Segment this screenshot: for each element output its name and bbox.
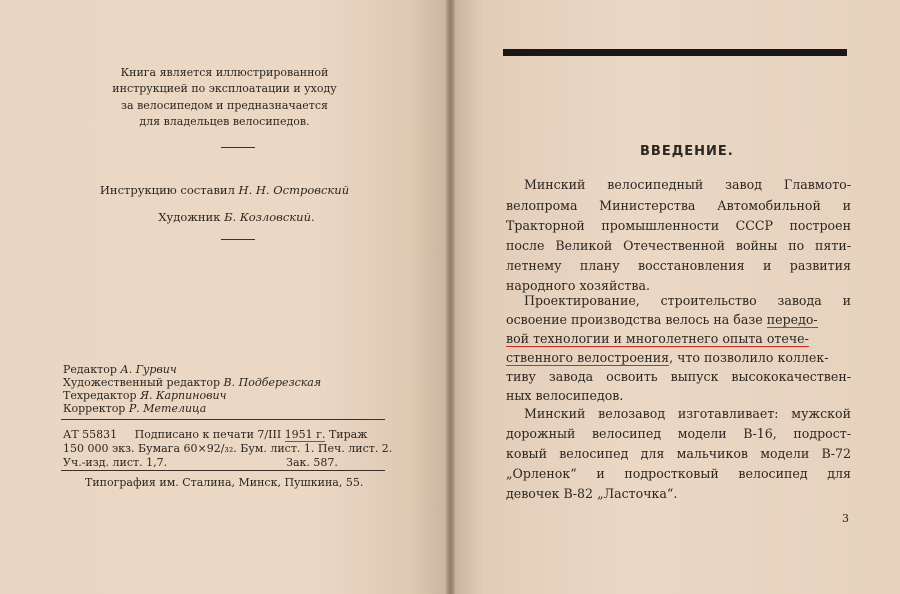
paragraph-line: ковый велосипед для мальчиков модели В-72 (506, 446, 851, 461)
underlined-text: ственного велостроения (506, 350, 670, 365)
paragraph-line (506, 331, 851, 346)
paragraph-line: народного хозяйства. (506, 278, 650, 293)
paragraph-line: ных велосипедов. (506, 388, 624, 403)
imprint-order: Зак. 587. (286, 456, 338, 469)
printer-line: Типография им. Сталина, Минск, Пушкина, 55. (85, 476, 364, 489)
paragraph-line (506, 312, 851, 327)
staff-line (63, 403, 206, 415)
paragraph-line: Проектирование, строительство завода и (524, 293, 851, 308)
intro-line: за велосипедом и предназначается (121, 99, 328, 112)
staff-name: В. Подберезская (223, 376, 322, 389)
artist-label: Художник (158, 210, 221, 224)
paragraph-line (506, 350, 851, 365)
paragraph-line: после Великой Отечественной войны по пяти- (506, 238, 851, 253)
paragraph-line: „Орленок“ и подростковый велосипед для (506, 466, 851, 481)
imprint-signed: Подписано к печати 7/III (134, 428, 282, 441)
imprint-rule (61, 419, 385, 420)
header-rule (503, 49, 847, 56)
staff-name: Я. Карпинович (140, 389, 227, 402)
paragraph-line: тиву завода освоить выпуск высококачествен- (506, 369, 851, 384)
staff-line (63, 390, 226, 402)
staff-name: Р. Метелица (128, 402, 207, 415)
staff-line (63, 364, 177, 376)
paragraph-line: Минский велозавод изготавливает: мужской (524, 406, 851, 421)
underlined-text: вой технологии и многолетнего опыта отече- (506, 331, 809, 346)
imprint-rule (61, 470, 385, 471)
paragraph-line: велопрома Министерства Автомобильной и (506, 198, 851, 213)
staff-role: Корректор (63, 402, 126, 415)
paragraph-line: летнему плану восстановления и развития (506, 258, 851, 273)
imprint-line (63, 456, 338, 469)
paragraph-line: Тракторной промышленности СССР построен (506, 218, 851, 233)
intro-line: инструкцией по эксплоатации и уходу (112, 82, 337, 95)
imprint-code: АТ 55831 (63, 428, 118, 441)
imprint-line (63, 428, 367, 441)
imprint-line: 150 000 экз. Бумага 60×92/₃₂. Бум. лист. 1. Печ. лист. 2. (63, 442, 393, 455)
compiled-by-name: Н. Н. Островский (238, 183, 350, 197)
compiled-by-label: Инструкцию составил (99, 183, 235, 197)
paragraph-line: дорожный велосипед модели В-16, подрост- (506, 426, 851, 441)
page-number: 3 (842, 512, 849, 525)
text-run: , что позволило коллек- (669, 350, 829, 365)
staff-role: Техредактор (63, 389, 137, 402)
divider (221, 147, 255, 148)
paragraph-line: девочек В-82 „Ласточка“. (506, 486, 678, 501)
imprint-year: 1951 г. (284, 428, 326, 441)
staff-role: Художественный редактор (63, 376, 221, 389)
artist-name: Б. Козловский. (224, 210, 315, 224)
staff-name: А. Гурвич (120, 363, 177, 376)
compiled-by-line (0, 183, 449, 197)
paragraph-line: Минский велосипедный завод Главмото- (524, 177, 851, 192)
intro-line: для владельцев велосипедов. (139, 115, 310, 128)
imprint-sheets: Уч.-изд. лист. 1,7. (63, 456, 168, 469)
staff-role: Редактор (63, 363, 117, 376)
underlined-text: передо- (766, 312, 818, 327)
staff-line (63, 377, 321, 389)
section-heading: ВВЕДЕНИЕ. (640, 144, 734, 159)
text-run: освоение производства велось на базе (506, 312, 767, 327)
intro-line: Книга является иллюстрированной (120, 66, 329, 79)
artist-line (12, 210, 461, 224)
divider (221, 239, 255, 240)
imprint-run-label: Тираж (328, 428, 368, 441)
